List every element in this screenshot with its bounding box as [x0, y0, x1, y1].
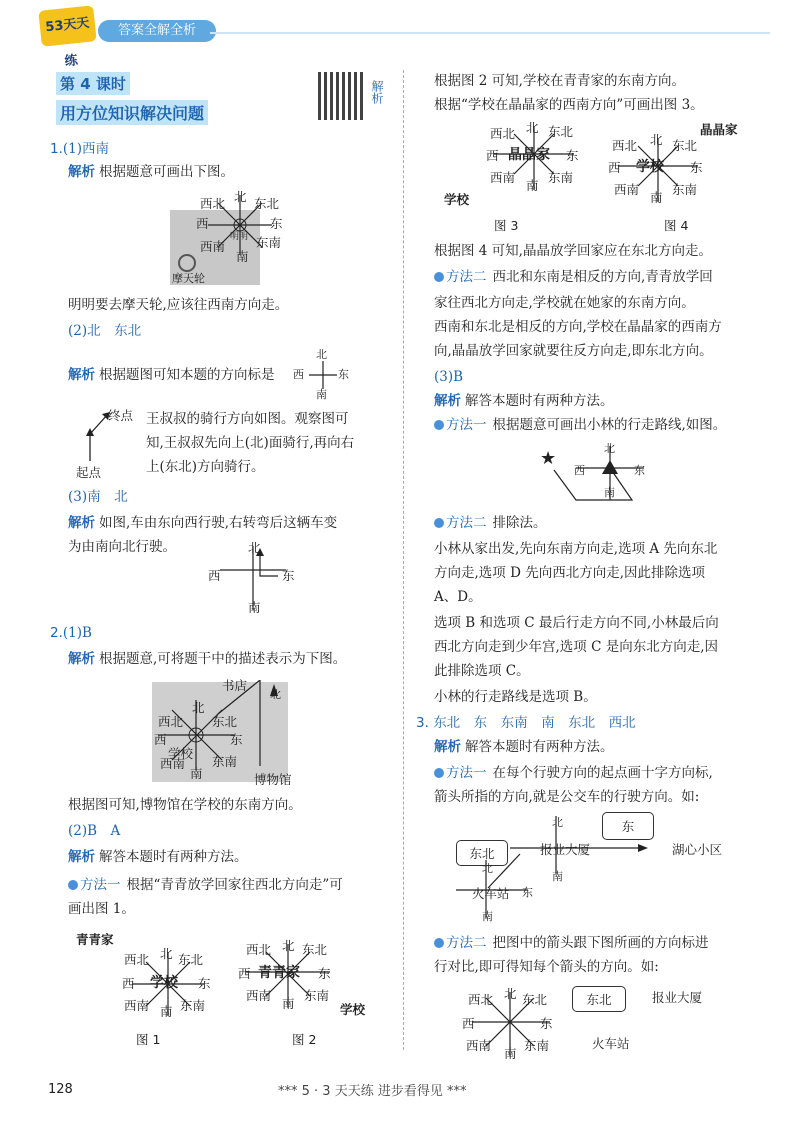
q1-analysis-2 — [68, 366, 275, 384]
text-left-q1-ana3a: 如图,车由东向西行驶,右转弯后这辆车变 — [99, 515, 338, 531]
text-dirs-e: 东 — [318, 966, 331, 981]
text-dirs-n: 北 — [316, 348, 327, 361]
text-dirs-w: 西 — [608, 160, 621, 175]
text-dirs-e: 东 — [230, 732, 243, 747]
text-dirs-sw: 西南 — [124, 998, 150, 1013]
text-dirs-n: 北 — [248, 540, 261, 555]
text-right-p5: 西北方向走到少年宫,选项 C 是向东北方向走,因 — [434, 639, 718, 655]
text-left-q1-ana_tag: 解析 — [434, 739, 461, 755]
text-dirs-e: 东 — [522, 886, 533, 899]
text-left-q1-ana_tag: 解析 — [68, 164, 95, 180]
text-dirs-w: 西 — [196, 216, 209, 231]
text-dirs-e: 东 — [282, 568, 295, 583]
text-right-fig3: 图 3 — [494, 218, 519, 233]
text-left-q2-fig2: 图 2 — [292, 1032, 317, 1047]
text-dirs-se: 东南 — [304, 988, 330, 1003]
brand-logo — [38, 5, 96, 70]
text-right-r3: 根据图 4 可知,晶晶放学回家应在东北方向走。 — [434, 243, 712, 259]
text-dirs-s: 南 — [650, 190, 663, 205]
banner: 答案全解全析 — [98, 20, 216, 42]
text-right-lake: 湖心小区 — [672, 842, 723, 857]
text-dirs-nw: 西北 — [158, 714, 184, 729]
text-left-q1-end: 终点 — [108, 408, 134, 423]
text-left-q1-start: 起点 — [76, 465, 102, 480]
text-left-q1-ana_tag: 解析 — [68, 849, 95, 865]
text-right-m1_tag: 方法一 — [434, 417, 487, 433]
text-dirs-s: 南 — [248, 600, 261, 615]
q2-analysis-1 — [68, 650, 346, 668]
text-dirs-ne: 东北 — [254, 196, 280, 211]
text-left-q1-ana_tag: 解析 — [68, 651, 95, 667]
text-dirs-se: 东南 — [256, 235, 282, 250]
text-left-q2-school: 学校 — [150, 975, 178, 991]
svg-text:★: ★ — [540, 448, 557, 469]
text-right-q3m2a: 把图中的箭头跟下图所画的方向标进 — [492, 935, 709, 951]
text-dirs-n: 北 — [504, 986, 517, 1001]
text-dirs-e: 东 — [198, 976, 211, 991]
column-divider — [403, 70, 404, 1050]
q1-analysis-3 — [68, 514, 337, 532]
text-right-q3m2_tag: 方法二 — [434, 935, 487, 951]
text-left-q1-ana3b: 为由南向北行驶。 — [68, 539, 176, 555]
text-right-r2: 根据“学校在晶晶家的西南方向”可画出图 3。 — [434, 97, 704, 113]
text-dirs-n: 北 — [526, 120, 539, 135]
text-dirs-n: 北 — [192, 700, 205, 715]
text-dirs-s: 南 — [282, 996, 295, 1011]
header-rule — [210, 32, 770, 34]
text-dirs-n: 北 — [482, 862, 493, 875]
text-dirs-s: 南 — [604, 486, 615, 499]
text-left-q2-m1_tag: 方法一 — [68, 877, 121, 893]
text-right-p4: 选项 B 和选项 C 最后行走方向不同,小林最后向 — [434, 615, 719, 631]
text-dirs-e: 东 — [566, 148, 579, 163]
text-dirs-s: 南 — [504, 1046, 517, 1061]
text-dirs-ne: 东北 — [302, 942, 328, 957]
lesson-number: 第 4 课时 — [56, 72, 130, 95]
text-right-q3_num: 3. — [416, 715, 429, 731]
text-left-q1-a1: (1)西南 — [62, 141, 110, 157]
text-dirs-ne: 东北 — [178, 952, 204, 967]
text-left-q1-mingming: 明明 — [230, 232, 249, 242]
q1-analysis-1 — [68, 163, 234, 181]
text-dirs-n: 北 — [552, 816, 563, 829]
text-dirs-n: 北 — [160, 946, 173, 961]
text-dirs-n: 北 — [282, 938, 295, 953]
text-right-newspaper: 报业大厦 — [540, 842, 591, 857]
footer-slogan: *** 5 · 3 天天练 进步看得见 *** — [278, 1084, 467, 1099]
text-dirs-w: 西 — [208, 568, 221, 583]
text-dirs-se: 东南 — [548, 170, 574, 185]
text-dirs-nw: 西北 — [200, 196, 226, 211]
text-dirs-w: 西 — [486, 148, 499, 163]
text-dirs-ne: 东北 — [672, 138, 698, 153]
text-dirs-se: 东南 — [212, 754, 238, 769]
text-right-school: 学校 — [444, 192, 470, 207]
text-left-q1-ana_tag: 解析 — [68, 515, 95, 531]
text-right-m1: 根据题意可画出小林的行走路线,如图。 — [492, 417, 727, 433]
text-dirs-nw: 西北 — [612, 138, 638, 153]
q2-method-1 — [68, 876, 343, 894]
text-dirs-s: 南 — [160, 1004, 173, 1019]
text-dirs-n: 北 — [234, 189, 247, 204]
text-dirs-ne: 东北 — [212, 714, 238, 729]
q2-answer-1 — [50, 624, 92, 642]
text-dirs-nw: 西北 — [468, 992, 494, 1007]
text-right-ana3: 解答本题时有两种方法。 — [465, 393, 614, 409]
text-dirs-nw: 西北 — [490, 126, 516, 141]
text-right-m2b: 家往西北方向走,学校就在她家的东南方向。 — [434, 295, 695, 311]
text-dirs-se: 东南 — [180, 998, 206, 1013]
text-dirs-s: 南 — [552, 870, 563, 883]
text-right-station: 火车站 — [592, 1036, 630, 1051]
text-dirs-n: 北 — [604, 442, 615, 455]
ferris-label: 摩天轮 — [172, 272, 205, 285]
text-right-m2d: 向,晶晶放学回家就要往反方向走,即东北方向。 — [434, 343, 713, 359]
q2-analysis-2 — [68, 848, 248, 866]
page-number: 128 — [48, 1082, 73, 1097]
text-right-jingjing: 晶晶家 — [700, 122, 738, 137]
text-dirs-e: 东 — [270, 216, 283, 231]
text-dirs-nw: 西北 — [124, 952, 150, 967]
text-right-fig4: 图 4 — [664, 218, 689, 233]
text-dirs-sw: 西南 — [160, 756, 186, 771]
method-2 — [434, 268, 713, 286]
q2-answer-2: (2)B A — [68, 823, 121, 839]
text-left-q2-ana1: 根据题意,可将题干中的描述表示为下图。 — [99, 651, 347, 667]
text-dirs-n: 北 — [650, 132, 663, 147]
text-dirs-e: 东 — [690, 160, 703, 175]
text-dirs-se: 东南 — [524, 1038, 550, 1053]
text-dirs-e: 东 — [634, 464, 645, 477]
text-right-q3m1a: 在每个行驶方向的起点画十字方向标, — [492, 765, 713, 781]
text-dirs-sw: 西南 — [490, 170, 516, 185]
bus-route — [448, 810, 648, 920]
text-right-m2a: 西北和东南是相反的方向,青青放学回 — [492, 269, 713, 285]
text-left-q1-p2b: 知,王叔叔先向上(北)面骑行,再向右 — [146, 435, 355, 451]
text-dirs-ne: 东北 — [586, 992, 612, 1007]
text-right-m3: 排除法。 — [492, 515, 547, 531]
text-left-q2-school: 学校 — [340, 1002, 366, 1017]
text-left-q1-ana_tag: 解析 — [434, 393, 461, 409]
text-left-q2-m1b: 画出图 1。 — [68, 901, 135, 917]
text-right-p2: 方向走,选项 D 先向西北方向走,因此排除选项 — [434, 565, 705, 581]
text-dirs-nw: 西北 — [246, 942, 272, 957]
text-left-q2-num: 2. — [50, 625, 63, 641]
text-left-q1-p2a: 王叔叔的骑行方向如图。观察图可 — [146, 411, 349, 427]
text-dirs-sw: 西南 — [614, 182, 640, 197]
text-dirs-e: 东 — [540, 1016, 553, 1031]
text-left-q2-museum: 博物馆 — [254, 772, 292, 787]
q2-conclusion-1: 根据图可知,博物馆在学校的东南方向。 — [68, 797, 302, 813]
qingqing-home: 青青家 — [76, 932, 114, 947]
text-brand-logo: 53天天练 — [44, 15, 91, 70]
text-left-q2-qingqing: 青青家 — [258, 965, 300, 981]
text-dirs-s: 南 — [190, 766, 203, 781]
text-dirs-s: 南 — [526, 178, 539, 193]
text-dirs-ne: 东北 — [522, 992, 548, 1007]
text-dirs-sw: 西南 — [246, 988, 272, 1003]
text-right-q3m1b: 箭头所指的方向,就是公交车的行驶方向。如: — [434, 789, 700, 805]
q1-answer-3: (3)南 北 — [68, 489, 128, 505]
text-dirs-n: 北 — [270, 688, 281, 701]
text-left-q1-ana_tag: 解析 — [68, 367, 95, 383]
text-right-station: 火车站 — [472, 886, 510, 901]
text-dirs-sw: 西南 — [200, 239, 226, 254]
text-right-jingjing: 晶晶家 — [508, 147, 550, 163]
text-right-a3: (3)B — [434, 369, 464, 385]
text-right-p1: 小林从家出发,先向东南方向走,选项 A 先向东北 — [434, 541, 718, 557]
qr-label: 解析 — [370, 80, 384, 104]
lesson-title: 用方位知识解决问题 — [56, 100, 208, 125]
text-left-q2-school: 学校 — [168, 746, 194, 761]
text-right-m2c: 西南和东北是相反的方向,学校在晶晶家的西南方 — [434, 319, 722, 335]
text-dirs-se: 东南 — [672, 182, 698, 197]
text-right-q3m2b: 行对比,即可得知每个箭头的方向。如: — [434, 959, 659, 975]
text-left-q1-p2c: 上(东北)方向骑行。 — [146, 459, 265, 475]
text-right-r1: 根据图 2 可知,学校在青青家的东南方向。 — [434, 73, 685, 89]
text-dirs-w: 西 — [122, 976, 135, 991]
text-dirs-s: 南 — [316, 388, 327, 401]
text-dirs-s: 南 — [482, 910, 493, 923]
text-dirs-sw: 西南 — [466, 1038, 492, 1053]
q3-answer — [416, 714, 636, 732]
text-right-m2_tag: 方法二 — [434, 269, 487, 285]
text-left-q2-fig1: 图 1 — [136, 1032, 161, 1047]
text-dirs-w: 西 — [154, 732, 167, 747]
q1-answer-2: (2)北 东北 — [68, 323, 142, 339]
q1-conclusion-1: 明明要去摩天轮,应该往西南方向走。 — [68, 297, 289, 313]
text-left-q2-a1: (1)B — [62, 625, 92, 641]
text-right-m3_tag: 方法二 — [434, 515, 487, 531]
text-left-q1-ana1: 根据题意可画出下图。 — [99, 164, 234, 180]
text-right-q3_ana: 解答本题时有两种方法。 — [465, 739, 614, 755]
text-dirs-ne: 东北 — [548, 124, 574, 139]
text-left-q2-ana2: 解答本题时有两种方法。 — [99, 849, 248, 865]
text-left-q2-bookstore: 书店 — [222, 678, 248, 693]
text-dirs-s: 南 — [236, 249, 249, 264]
text-dirs-w: 西 — [238, 966, 251, 981]
text-dirs-w: 西 — [293, 368, 304, 381]
text-dirs-e: 东 — [338, 368, 349, 381]
text-left-q1-ana2: 根据题图可知本题的方向标是 — [99, 367, 275, 383]
text-right-q3_ans: 东北 东 东南 南 东北 西北 — [433, 715, 636, 731]
text-dirs-ne: 东北 — [469, 846, 495, 861]
text-left-q2-m1a: 根据“青青放学回家往西北方向走”可 — [126, 877, 343, 893]
text-dirs-e: 东 — [621, 819, 635, 834]
text-right-newspaper: 报业大厦 — [652, 990, 703, 1005]
text-right-p6: 此排除选项 C。 — [434, 663, 530, 679]
text-right-school: 学校 — [636, 159, 664, 175]
text-right-p3: A、D。 — [434, 589, 482, 605]
q1-answer-1 — [50, 140, 109, 158]
text-dirs-w: 西 — [574, 464, 585, 477]
text-right-q3m1_tag: 方法一 — [434, 765, 487, 781]
text-left-q1-num: 1. — [50, 141, 63, 157]
text-right-p7: 小林的行走路线是选项 B。 — [434, 689, 597, 705]
text-dirs-w: 西 — [462, 1016, 475, 1031]
qr-code[interactable] — [318, 72, 366, 120]
